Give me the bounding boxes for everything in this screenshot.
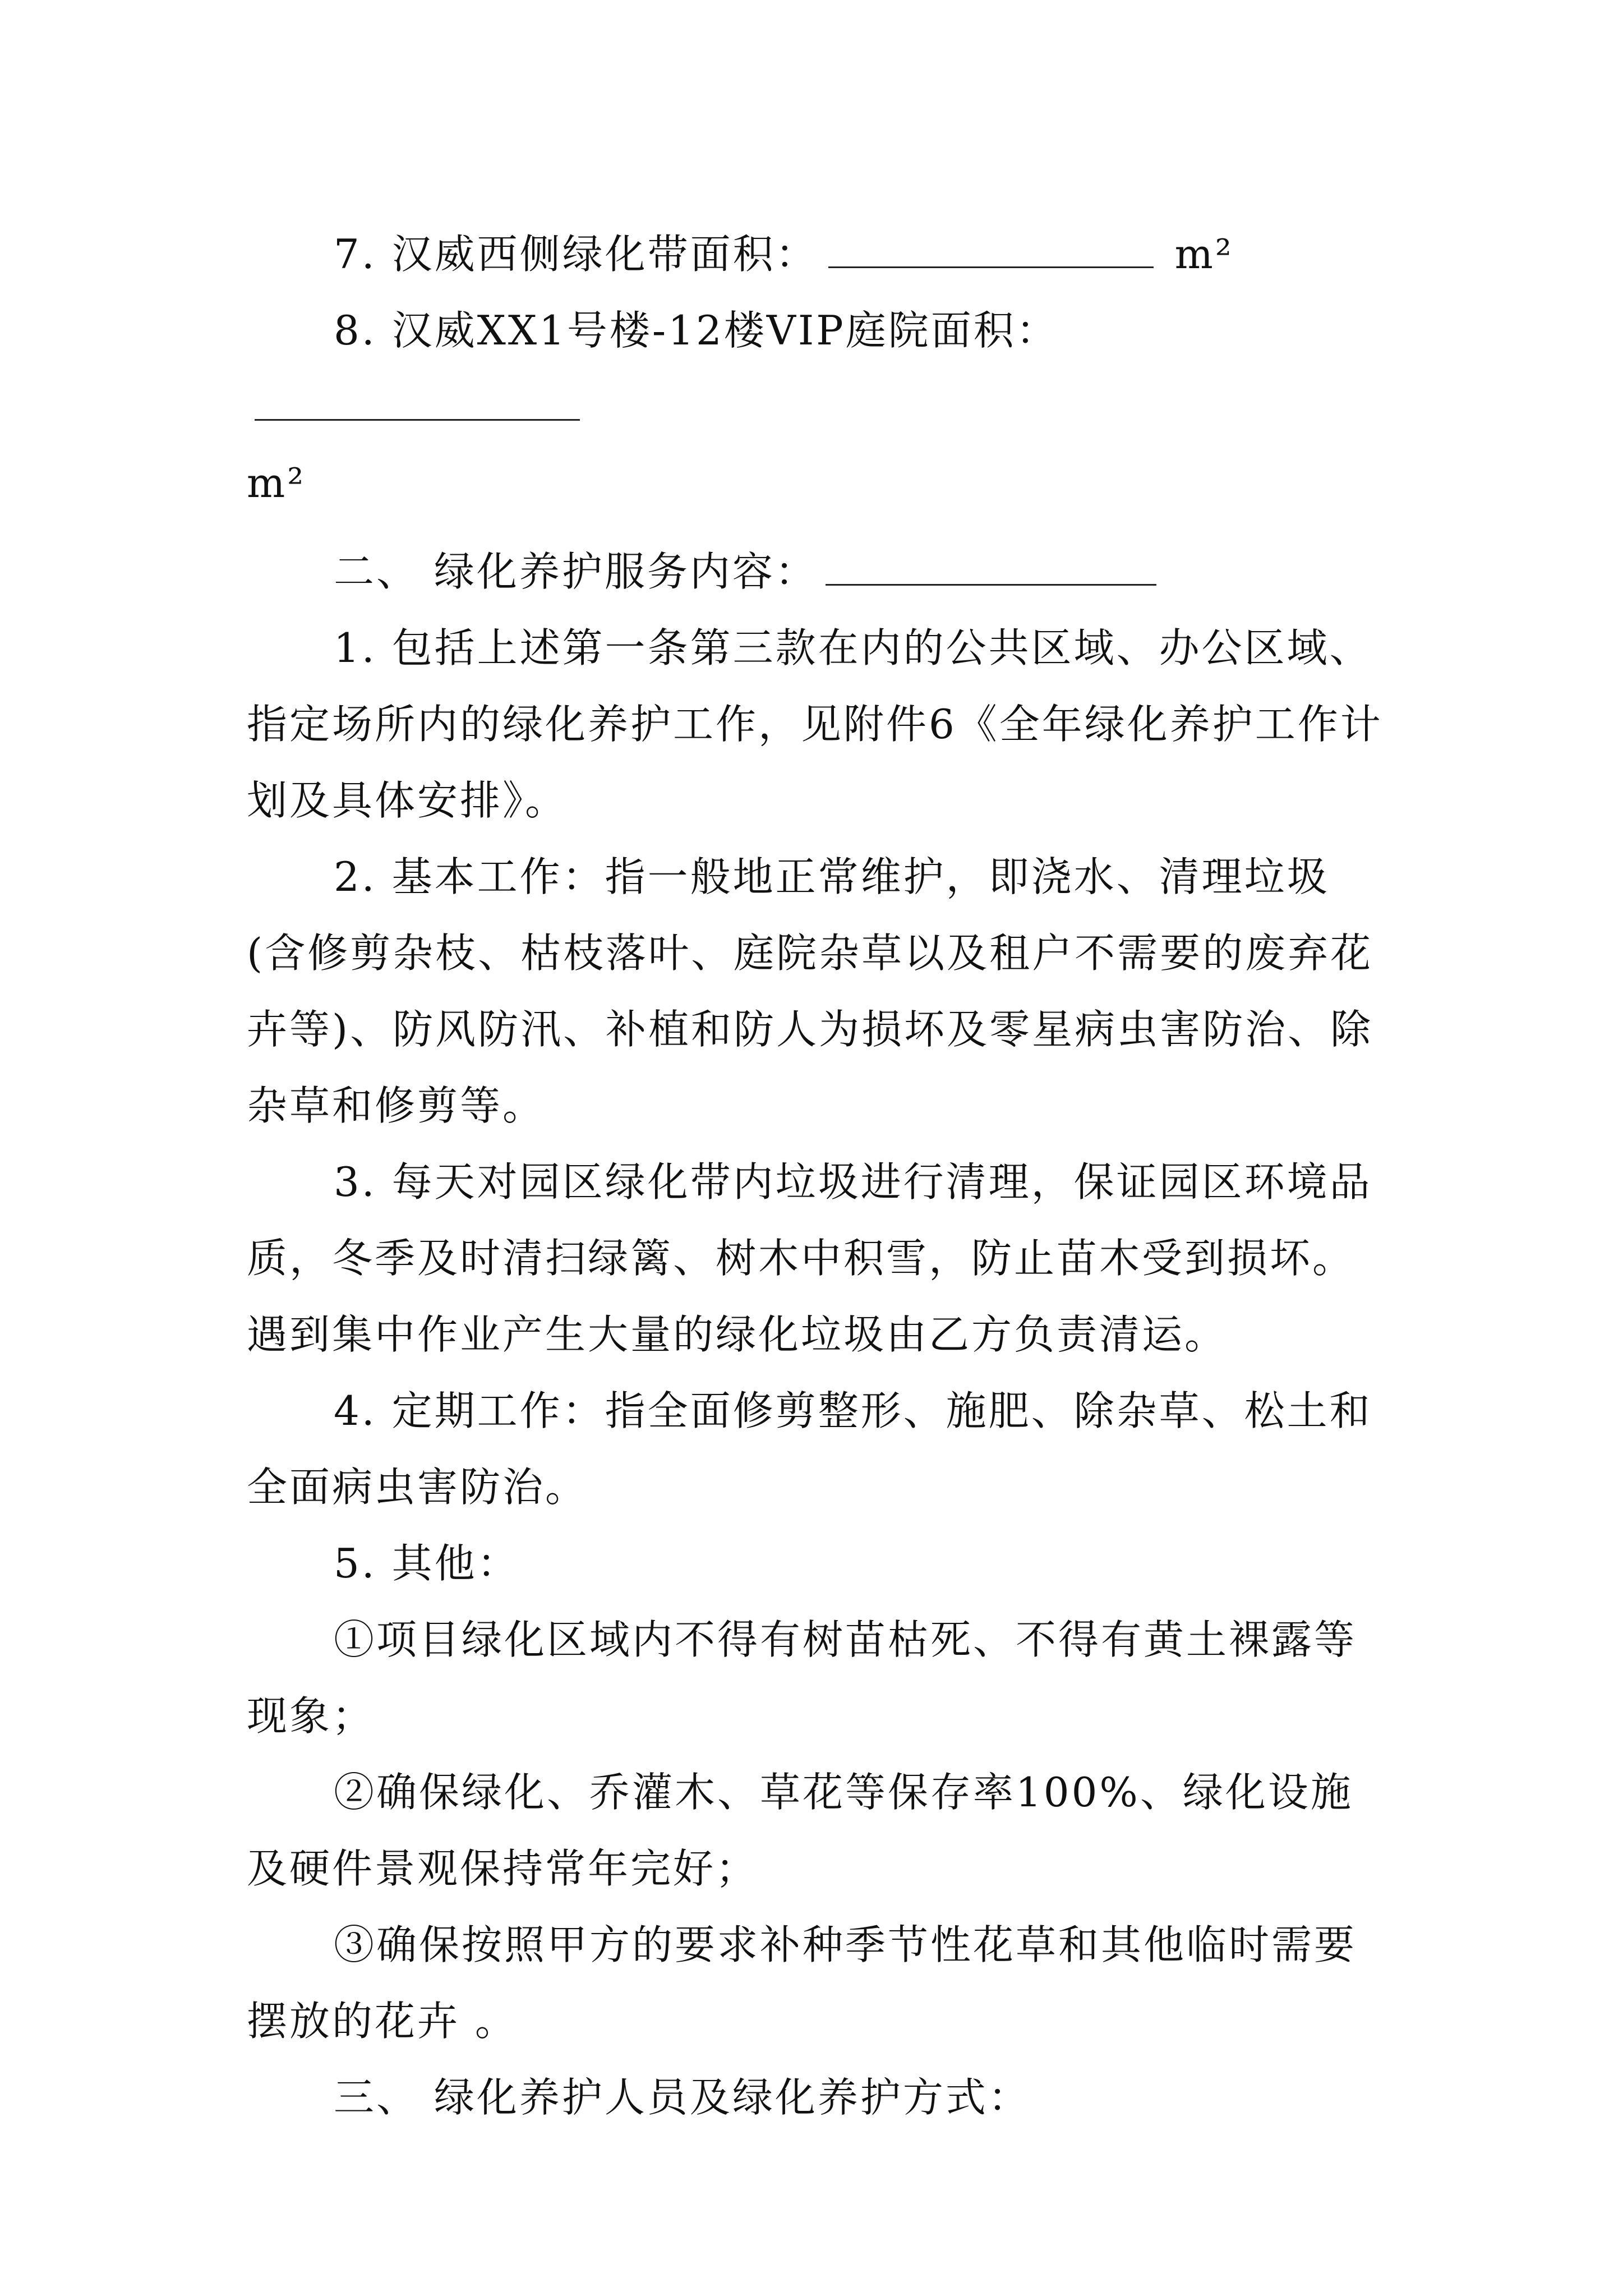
paragraph-2: 2. 基本工作：指一般地正常维护，即浇水、清理垃圾(含修剪杂枝、枯枝落叶、庭院杂草以及租户不需要的废弃花卉等)、防风防汛、补植和防人为损坏及零星病虫害防治、除杂草和修剪等。 xyxy=(247,853,1373,1129)
paragraph-1: 1. 包括上述第一条第三款在内的公共区域、办公区域、指定场所内的绿化养护工作，见附件6《全年绿化养护工作计划及具体安排》。 xyxy=(247,624,1383,824)
paragraph-5: 5. 其他： xyxy=(334,1540,520,1587)
paragraph-5-item-3: ③确保按照甲方的要求补种季节性花草和其他临时需要摆放的花卉 。 xyxy=(247,1921,1357,2045)
paragraph-5-item-1: ①项目绿化区域内不得有树苗枯死、不得有黄土裸露等现象； xyxy=(247,1616,1357,1740)
paragraph-3: 3. 每天对园区绿化带内垃圾进行清理，保证园区环境品质，冬季及时清扫绿篱、树木中积雪，防止苗木受到损坏。遇到集中作业产生大量的绿化垃圾由乙方负责清运。 xyxy=(247,1158,1372,1358)
unit-square-meter: m² xyxy=(247,459,306,507)
item-7-text: 7. 汉威西侧绿化带面积： xyxy=(334,231,818,278)
fill-blank-line xyxy=(828,227,1154,268)
unit-square-meter: m² xyxy=(1174,231,1234,278)
paragraph-5-item-2: ②确保绿化、乔灌木、草花等保存率100%、绿化设施及硬件景观保持常年完好； xyxy=(247,1769,1353,1892)
item-8 xyxy=(247,292,1385,521)
item-7 xyxy=(247,216,1385,292)
fill-blank-line xyxy=(255,380,580,421)
item-8-text: 8. 汉威XX1号楼-12楼VIP庭院面积： xyxy=(334,307,1059,354)
fill-blank-line xyxy=(826,545,1156,586)
section-2-title: 二、 绿化养护服务内容： xyxy=(334,548,818,595)
document-body xyxy=(247,216,1385,2136)
paragraph-4: 4. 定期工作：指全面修剪整形、施肥、除杂草、松土和全面病虫害防治。 xyxy=(247,1387,1372,1511)
section-2-heading xyxy=(247,533,1385,610)
section-3-heading: 三、 绿化养护人员及绿化养护方式： xyxy=(334,2074,1031,2121)
